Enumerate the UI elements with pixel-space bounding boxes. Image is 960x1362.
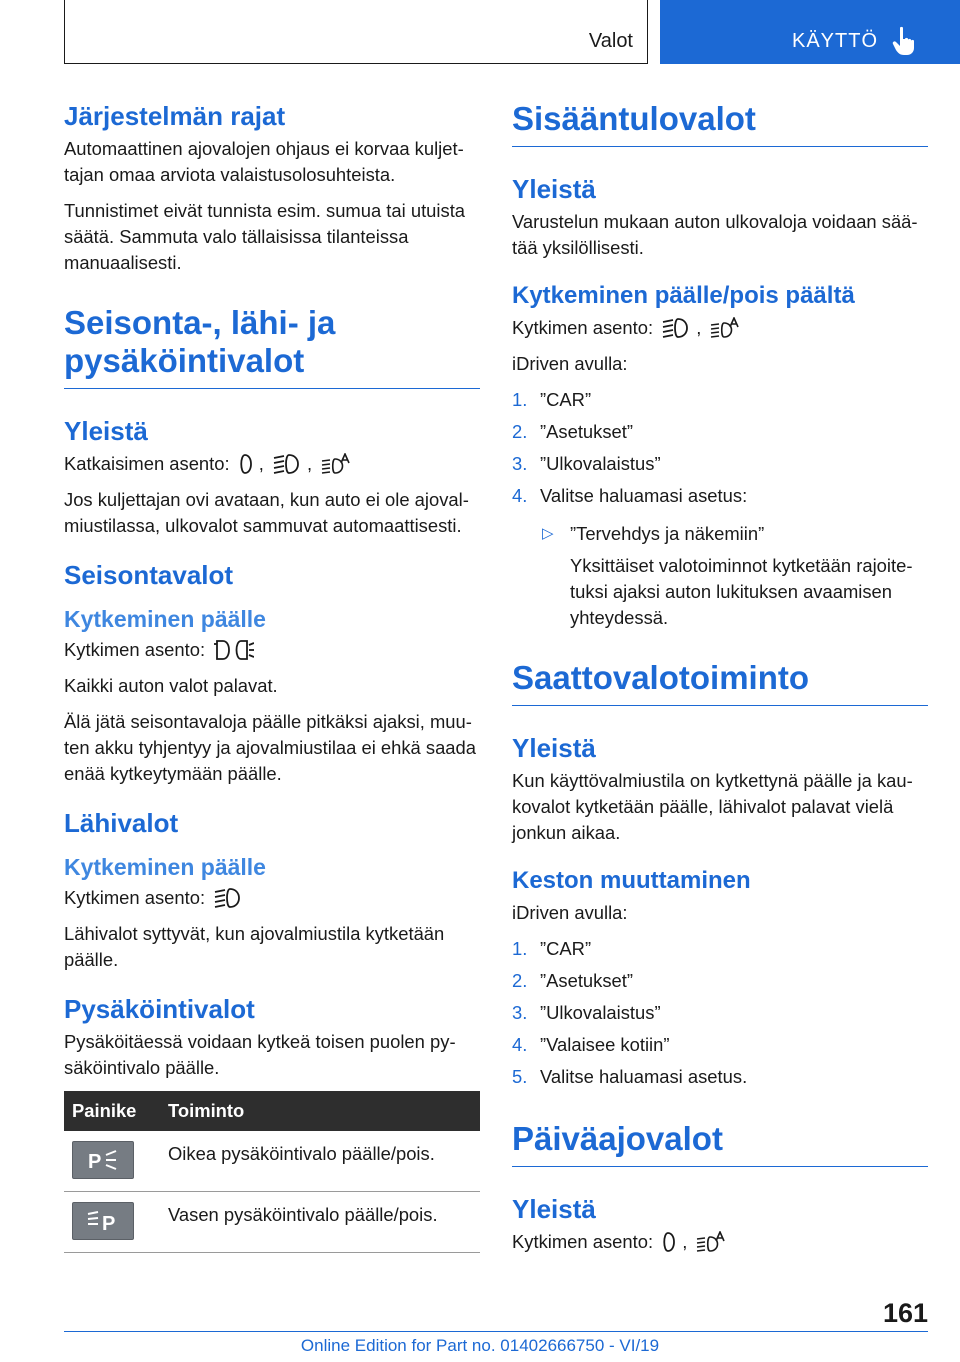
auto-headlight-icon	[321, 453, 351, 475]
header-section-box	[64, 0, 648, 64]
low-beam-icon	[214, 887, 244, 909]
separator: ,	[682, 1231, 688, 1252]
parking-switch-on-heading: Kytkeminen päälle	[64, 606, 266, 632]
list-item: 3. ”Ulkovalaistus”	[512, 1002, 661, 1023]
chapter-title: KÄYTTÖ	[792, 30, 879, 52]
limits-paragraph-2: Tunnistimet eivät tunnista esim. sumua tai utuista säätä. Sammuta valo tällaisissa tilanteissa manuaalisesti.	[64, 200, 466, 273]
low-beam-switch-label: Kytkimen asento:	[64, 887, 206, 908]
follow-general-heading: Yleistä	[512, 733, 596, 763]
list-item: 4. ”Valaisee kotiin”	[512, 1034, 670, 1055]
daytime-switch-line	[512, 1229, 928, 1255]
svg-text:P: P	[88, 1151, 102, 1172]
parking-paragraph-2: Älä jätä seisontavaloja päälle pitkäksi ajaksi, muuten akku tyhjentyy ja ajovalmiustilaa ei ehkä saada enää kytkeytymään päälle.	[64, 711, 476, 784]
list-item: 2. ”Asetukset”	[512, 970, 634, 991]
table-row	[64, 1192, 480, 1253]
footer-divider	[64, 1331, 928, 1332]
low-beam-icon	[662, 317, 692, 339]
parking-paragraph-1: Kaikki auton valot palavat.	[64, 675, 278, 696]
entry-paragraph-1: Varustelun mukaan auton ulkovaloja voidaan säätää yksilöllisesti.	[512, 211, 918, 258]
entry-general-heading: Yleistä	[512, 174, 596, 204]
table-row	[64, 1131, 480, 1192]
left-column	[64, 100, 480, 1253]
switch-position-label: Katkaisimen asento:	[64, 453, 230, 474]
button-function-table	[64, 1091, 480, 1253]
separator: ,	[306, 453, 313, 474]
entry-option-title: ”Tervehdys ja näkemiin”	[570, 523, 765, 544]
list-item: 2. ”Asetukset”	[512, 421, 634, 442]
follow-idrive-label: iDriven avulla:	[512, 902, 628, 923]
separator: ,	[258, 453, 264, 474]
lights-off-icon	[662, 1231, 678, 1253]
auto-headlight-icon	[710, 317, 740, 339]
page-number: 161	[882, 1298, 928, 1328]
list-item: 1. ”CAR”	[512, 938, 592, 959]
follow-duration-heading: Keston muuttaminen	[512, 867, 751, 894]
entry-option-bullet	[512, 521, 928, 631]
side-parking-paragraph: Pysäköitäessä voidaan kytkeä toisen puolen pysäköintivalo päälle.	[64, 1031, 456, 1078]
low-beam-paragraph-1: Lähivalot syttyvät, kun ajovalmiustila kytketään päälle.	[64, 923, 445, 970]
svg-text:P: P	[102, 1213, 116, 1233]
list-item: 3. ”Ulkovalaistus”	[512, 453, 661, 474]
edition-footer: Online Edition for Part no. 01402666750 - VI/19	[300, 1336, 660, 1355]
table-head-function: Toiminto	[160, 1091, 480, 1131]
entry-option-text: Yksittäiset valotoiminnot kytketään rajoitetuksi ajaksi auton lukituksen avaamisen yhteydessä.	[570, 555, 913, 628]
pointing-hand-icon	[892, 26, 918, 56]
entry-idrive-label: iDriven avulla:	[512, 353, 628, 374]
right-parking-light-button-icon	[72, 1141, 134, 1179]
side-parking-heading: Pysäköintivalot	[64, 994, 255, 1024]
follow-steps-list	[512, 936, 928, 1090]
follow-me-heading: Saattovalotoiminto	[512, 659, 928, 706]
table-head-button: Painike	[64, 1091, 160, 1131]
low-beam-switch-on-heading: Kytkeminen päälle	[64, 854, 266, 880]
limits-paragraph-1: Automaattinen ajovalojen ohjaus ei korvaa kuljettajan omaa arviota valaistusolosuhteista.	[64, 138, 464, 185]
table-cell-function: Oikea pysäköintivalo päälle/pois.	[160, 1131, 480, 1192]
list-item: 5. Valitse haluamasi asetus.	[512, 1066, 748, 1087]
right-column	[512, 100, 928, 1265]
low-beam-icon	[273, 453, 303, 475]
entry-switch-label: Kytkimen asento:	[512, 317, 654, 338]
parking-switch-label: Kytkimen asento:	[64, 639, 206, 660]
bullet-triangle-icon: ▷	[542, 525, 554, 542]
chapter-tab[interactable]	[660, 0, 960, 64]
follow-paragraph-1: Kun käyttövalmiustila on kytkettynä päälle ja kaukovalot kytketään päälle, lähivalot palavat vielä jonkun aikaa.	[512, 770, 913, 843]
entry-steps-list	[512, 387, 928, 509]
auto-headlight-icon	[696, 1231, 726, 1253]
parking-lights-heading: Seisontavalot	[64, 560, 234, 590]
left-parking-light-button-icon	[72, 1202, 134, 1240]
lights-section-heading: Seisonta-, lähi- ja pysäköintivalot	[64, 304, 480, 389]
low-beam-heading: Lähivalot	[64, 808, 179, 838]
parking-light-icon	[214, 639, 254, 661]
daytime-lights-heading: Päiväajovalot	[512, 1120, 928, 1167]
entry-switch-heading: Kytkeminen päälle/pois päältä	[512, 282, 855, 309]
daytime-switch-label: Kytkimen asento:	[512, 1231, 654, 1252]
table-cell-function: Vasen pysäköintivalo päälle/pois.	[160, 1192, 480, 1253]
lights-off-icon	[239, 453, 255, 475]
list-item: 4. Valitse haluamasi asetus:	[512, 485, 748, 506]
entry-switch-line	[512, 315, 928, 341]
entry-lights-heading: Sisääntulovalot	[512, 100, 928, 147]
switch-position-line	[64, 451, 480, 477]
lights-general-heading: Yleistä	[64, 416, 148, 446]
daytime-general-heading: Yleistä	[512, 1194, 596, 1224]
list-item: 1. ”CAR”	[512, 389, 592, 410]
lights-paragraph-1: Jos kuljettajan ovi avataan, kun auto ei ole ajovalmiustilassa, ulkovalot sammuvat automaattisesti.	[64, 489, 469, 536]
section-title: Valot	[588, 30, 633, 52]
limits-heading: Järjestelmän rajat	[64, 101, 286, 131]
parking-switch-line	[64, 637, 480, 663]
separator: ,	[696, 317, 702, 338]
low-beam-switch-line	[64, 885, 480, 911]
